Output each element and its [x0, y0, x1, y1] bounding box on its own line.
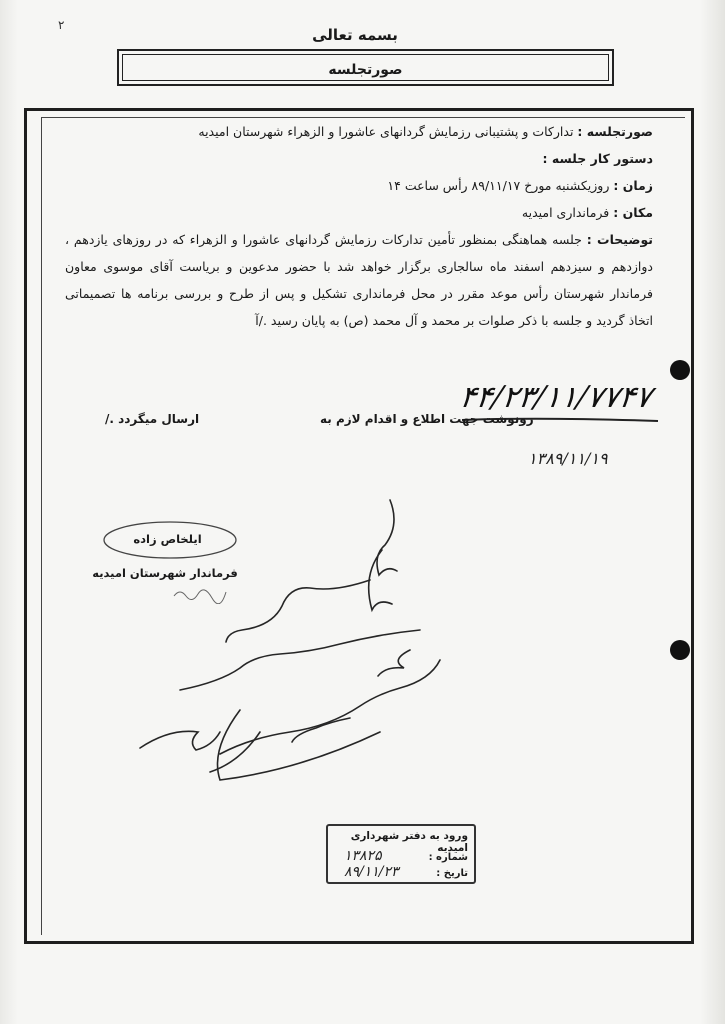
stamp-number-label: شماره : — [428, 852, 468, 863]
field-time-label: زمان : — [613, 178, 653, 193]
field-agenda — [543, 151, 653, 166]
description-line-2: دوازدهم و سیزدهم اسفند ماه سالجاری برگزار خواهد شد با حضور مدعوین و بریاست آقای موسوی معاون — [65, 259, 653, 274]
field-time — [387, 178, 653, 193]
stamp-number-value: ۱۳۸۲۵ — [344, 848, 382, 864]
field-subject-label: صورتجلسه : — [577, 124, 653, 139]
field-place-value: فرمانداری امیدیه — [521, 205, 610, 220]
letter-number-text: ۴۴/۲۳/۱۱/۷۷۴۷ — [457, 380, 654, 415]
field-agenda-label: دستور کار جلسه : — [542, 151, 653, 166]
signatory-title: فرماندار شهرستان امیدیه — [92, 566, 238, 580]
registration-stamp — [326, 824, 476, 884]
send-note: ارسال میگردد ./ — [105, 412, 200, 426]
copy-note: رونوشت جهت اطلاع و اقدام لازم به — [320, 412, 534, 426]
description-label: توضیحات : — [586, 232, 653, 247]
field-subject — [198, 124, 653, 139]
signatory-name: ایلخاص زاده — [133, 532, 202, 546]
stamp-date-value: ۸۹/۱۱/۲۳ — [344, 864, 399, 880]
description-line-1 — [65, 232, 653, 247]
punch-hole-top — [670, 360, 690, 380]
stamp-title: ورود به دفتر شهرداری امیدیه — [350, 830, 468, 854]
field-subject-value: تدارکات و پشتیبانی رزمایش گردانهای عاشورا و الزهراء شهرستان امیدیه — [198, 124, 574, 139]
letter-date: ۱۳۸۹/۱۱/۱۹ — [528, 449, 608, 468]
page-mark: ۲ — [58, 18, 65, 32]
header-basmala: بسمه تعالی — [312, 26, 398, 44]
field-time-value: روزیکشنبه مورخ ۸۹/۱۱/۱۷ رأس ساعت ۱۴ — [387, 178, 610, 193]
punch-hole-bottom — [670, 640, 690, 660]
stamp-date-label: تاریخ : — [436, 868, 468, 879]
field-place — [522, 205, 653, 220]
description-line-4: اتخاذ گردید و جلسه با ذکر صلوات بر محمد و آل محمد (ص) به پایان رسید ./آ — [255, 313, 653, 328]
description-text-1: جلسه هماهنگی بمنظور تأمین تدارکات رزمایش گردانهای عاشورا و الزهراء که در روزهای یازدهم ، — [65, 232, 582, 247]
field-place-label: مکان : — [613, 205, 653, 220]
description-line-3: فرماندار شهرستان رأس موعد مقرر در محل فرمانداری تشکیل و پس از طرح و بررسی برنامه ها تصمیماتی — [65, 286, 653, 301]
handwritten-annotation — [120, 480, 480, 800]
title-box — [117, 49, 614, 86]
document-title: صورتجلسه — [328, 62, 403, 78]
